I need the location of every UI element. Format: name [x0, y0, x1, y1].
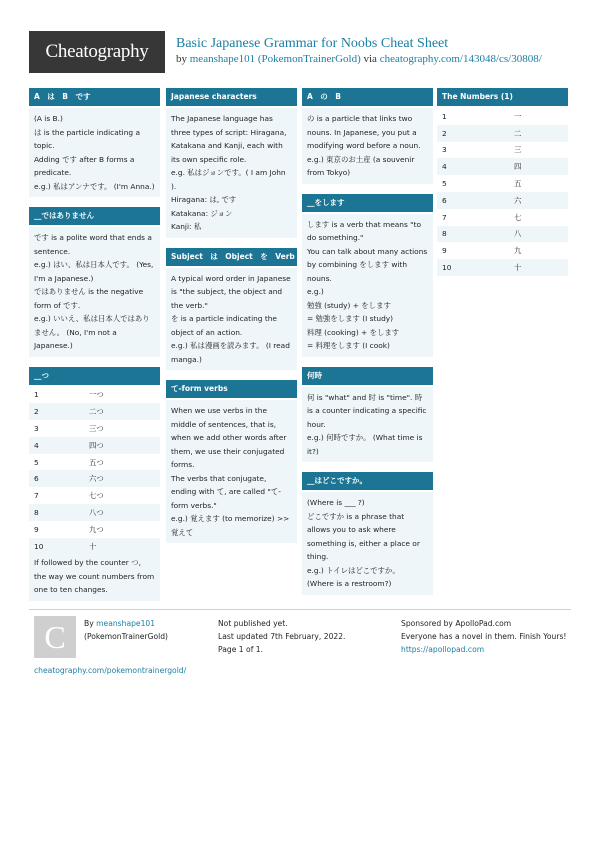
column-1: [29, 88, 160, 611]
text-line: When we use verbs in the middle of sentences, that is, when we add other words after them, we use their conjugated forms.: [171, 406, 287, 469]
table-row: [437, 242, 568, 259]
row-value: 四: [509, 158, 568, 175]
text-line: e.g.) 東京のお土産 (a souvenir from Tokyo): [307, 154, 415, 177]
section-title: The Numbers (1): [437, 88, 568, 106]
section-a-no-b: [302, 88, 433, 184]
row-number: 7: [29, 487, 84, 504]
section-wo-shimasu: [302, 194, 433, 357]
table-row: [437, 259, 568, 276]
table-row: [29, 521, 160, 538]
table-row: [29, 504, 160, 521]
row-value: 一つ: [84, 387, 160, 404]
row-value: 三: [509, 142, 568, 159]
section-body: [302, 214, 433, 357]
section-body: [302, 108, 433, 184]
section-title: __つ: [29, 367, 160, 385]
footer-author-link[interactable]: meanshape101: [96, 619, 156, 628]
section-title: __ではありません: [29, 207, 160, 225]
row-value: 五つ: [84, 454, 160, 471]
table-row: [29, 454, 160, 471]
row-value: 一: [509, 108, 568, 125]
row-number: 10: [29, 538, 84, 555]
sponsor-link[interactable]: https://apollopad.com: [401, 645, 485, 654]
text-line: Hiragana: は, です: [171, 195, 237, 204]
table-row: [29, 437, 160, 454]
text-line: e.g.) 何時ですか。 (What time is it?): [307, 433, 423, 456]
text-line: 料理 (cooking) + をします: [307, 327, 400, 337]
column-3: [302, 88, 433, 605]
text-line: 何 is "what" and 时 is "time". 時 is a counter indicating a specific hour.: [307, 392, 427, 429]
table-row: [437, 175, 568, 192]
text-line: A typical word order in Japanese is "the subject, the object and the verb.": [171, 273, 291, 310]
row-number: 3: [29, 420, 84, 437]
row-value: 五: [509, 175, 568, 192]
author-link[interactable]: meanshape101 (PokemonTrainerGold): [189, 53, 361, 65]
footer-profile: [34, 664, 186, 677]
row-number: 8: [437, 226, 509, 243]
section-nanji: [302, 367, 433, 463]
row-number: 7: [437, 209, 509, 226]
section-title: A は B です: [29, 88, 160, 106]
section-doko-desuka: [302, 472, 433, 595]
text-line: e.g.) いいえ、私は日本人ではありません。 (No, I'm not a Japanese.): [34, 314, 150, 350]
text-line: The Japanese language has three types of script: Hiragana, Katakana and Kanji, each with its own specific role.: [171, 114, 287, 164]
text-line: e.g. 私はジョンです。( I am John ).: [171, 168, 286, 191]
table-row: [437, 226, 568, 243]
text-line: The verbs that conjugate, ending with て, are called "て-form verbs.": [171, 473, 281, 510]
text-line: します is a verb that means "to do something.": [307, 219, 421, 242]
by-label: by: [176, 53, 187, 65]
row-value: 二: [509, 125, 568, 142]
row-value: 六: [509, 192, 568, 209]
row-number: 9: [29, 521, 84, 538]
footer-author-sub: (PokemonTrainerGold): [84, 632, 169, 641]
row-value: 八: [509, 226, 568, 243]
section-dewa-arimasen: [29, 207, 160, 357]
numbers-table: [437, 108, 568, 276]
section-title: __はどこですか。: [302, 472, 433, 490]
row-value: 二つ: [84, 403, 160, 420]
section-title: Japanese characters: [166, 88, 297, 106]
row-number: 1: [437, 108, 509, 125]
section-title: A の B: [302, 88, 433, 106]
text-line: どこですか is a phrase that allows you to ask where something is, either a place or thing.: [307, 511, 420, 561]
sheet-url-link[interactable]: cheatography.com/143048/cs/30808/: [379, 53, 542, 65]
text-line: = 勉強をします (I study): [307, 314, 394, 323]
table-row: [29, 387, 160, 404]
row-value: 四つ: [84, 437, 160, 454]
row-value: 十: [509, 259, 568, 276]
section-title: て-form verbs: [166, 380, 297, 398]
text-line: ではありません is the negative form of です.: [34, 287, 144, 310]
counter-table: [29, 387, 160, 555]
text-line: e.g.) 私はアンナです。 (I'm Anna.): [34, 181, 155, 191]
byline: [176, 53, 542, 65]
text-line: = 料理をします (I cook): [307, 341, 390, 350]
text-line: です is a polite word that ends a sentence.: [34, 233, 152, 256]
row-number: 6: [29, 470, 84, 487]
text-line: You can talk about many actions by combining をします with nouns.: [307, 246, 428, 283]
text-line: (Where is ___ ?): [307, 498, 365, 507]
section-body: [166, 108, 297, 238]
sponsor-text: Everyone has a novel in them. Finish Yours!: [401, 632, 567, 641]
section-a-wa-b-desu: [29, 88, 160, 197]
text-line: e.g.) 覚えます (to memorize) >> 覚えて: [171, 514, 290, 537]
text-line: 勉強 (study) + をします: [307, 300, 391, 310]
text-line: e.g.) はい、私は日本人です。 (Yes, I'm a Japanese.): [34, 260, 154, 283]
row-number: 6: [437, 192, 509, 209]
sponsor-prefix: Sponsored by: [401, 619, 453, 628]
table-row: [29, 538, 160, 555]
row-number: 8: [29, 504, 84, 521]
table-row: [29, 420, 160, 437]
counter-note: If followed by the counter つ, the way we count numbers from one to ten changes.: [29, 554, 160, 601]
section-te-form: [166, 380, 297, 543]
row-value: 七: [509, 209, 568, 226]
text-line: e.g.): [307, 287, 324, 296]
sheet-title[interactable]: Basic Japanese Grammar for Noobs Cheat Sheet: [176, 36, 449, 51]
table-row: [437, 192, 568, 209]
section-word-order: [166, 248, 297, 371]
table-row: [437, 209, 568, 226]
section-japanese-characters: [166, 88, 297, 238]
table-row: [437, 108, 568, 125]
row-number: 5: [29, 454, 84, 471]
avatar[interactable]: C: [34, 616, 76, 658]
section-body: [302, 492, 433, 595]
column-4: [437, 88, 568, 286]
section-body: [29, 108, 160, 197]
row-number: 10: [437, 259, 509, 276]
row-number: 9: [437, 242, 509, 259]
text-line: (A is B.): [34, 114, 63, 123]
section-numbers: [437, 88, 568, 276]
footer-meta: [218, 617, 345, 656]
column-2: [166, 88, 297, 553]
text-line: e.g.) 私は漫画を読みます。 (I read manga.): [171, 341, 290, 364]
section-body: [166, 400, 297, 543]
row-value: 九つ: [84, 521, 160, 538]
footer-author: [84, 617, 168, 643]
table-row: [437, 158, 568, 175]
row-number: 5: [437, 175, 509, 192]
table-row: [437, 142, 568, 159]
section-title: Subject は Object を Verb: [166, 248, 297, 266]
published-status: Not published yet.: [218, 619, 288, 628]
row-value: 八つ: [84, 504, 160, 521]
via-label: via: [363, 53, 377, 65]
text-line: Katakana: ジョン: [171, 208, 233, 218]
row-value: 九: [509, 242, 568, 259]
row-number: 3: [437, 142, 509, 159]
profile-link[interactable]: cheatography.com/pokemontrainergold/: [34, 666, 187, 675]
by-label: By: [84, 619, 94, 628]
table-row: [29, 487, 160, 504]
page-number: Page 1 of 1.: [218, 645, 264, 654]
row-number: 2: [437, 125, 509, 142]
row-number: 4: [437, 158, 509, 175]
footer-divider: [29, 609, 571, 610]
section-title: 何時: [302, 367, 433, 385]
section-body: [166, 268, 297, 371]
text-line: Kanji: 私: [171, 222, 202, 231]
text-line: Adding です after B forms a predicate.: [34, 154, 135, 177]
row-value: 十: [84, 538, 160, 555]
cheatography-logo[interactable]: Cheatography: [29, 31, 165, 73]
footer-sponsor: [401, 617, 571, 656]
row-value: 三つ: [84, 420, 160, 437]
table-row: [437, 125, 568, 142]
row-number: 4: [29, 437, 84, 454]
last-updated: Last updated 7th February, 2022.: [218, 632, 346, 641]
section-body: [302, 387, 433, 463]
text-line: の is a particle that links two nouns. In Japanese, you put a modifying word before a noun.: [307, 114, 421, 150]
text-line: は is the particle indicating a topic.: [34, 127, 140, 150]
sponsor-name[interactable]: ApolloPad.com: [455, 619, 512, 628]
section-title: __をします: [302, 194, 433, 212]
section-body: [29, 227, 160, 357]
section-tsu-counter: [29, 367, 160, 601]
row-number: 2: [29, 403, 84, 420]
text-line: e.g.) トイレはどこですか。 (Where is a restroom?): [307, 565, 400, 588]
row-number: 1: [29, 387, 84, 404]
table-row: [29, 470, 160, 487]
table-row: [29, 403, 160, 420]
text-line: を is a particle indicating the object of an action.: [171, 314, 277, 337]
row-value: 六つ: [84, 470, 160, 487]
row-value: 七つ: [84, 487, 160, 504]
